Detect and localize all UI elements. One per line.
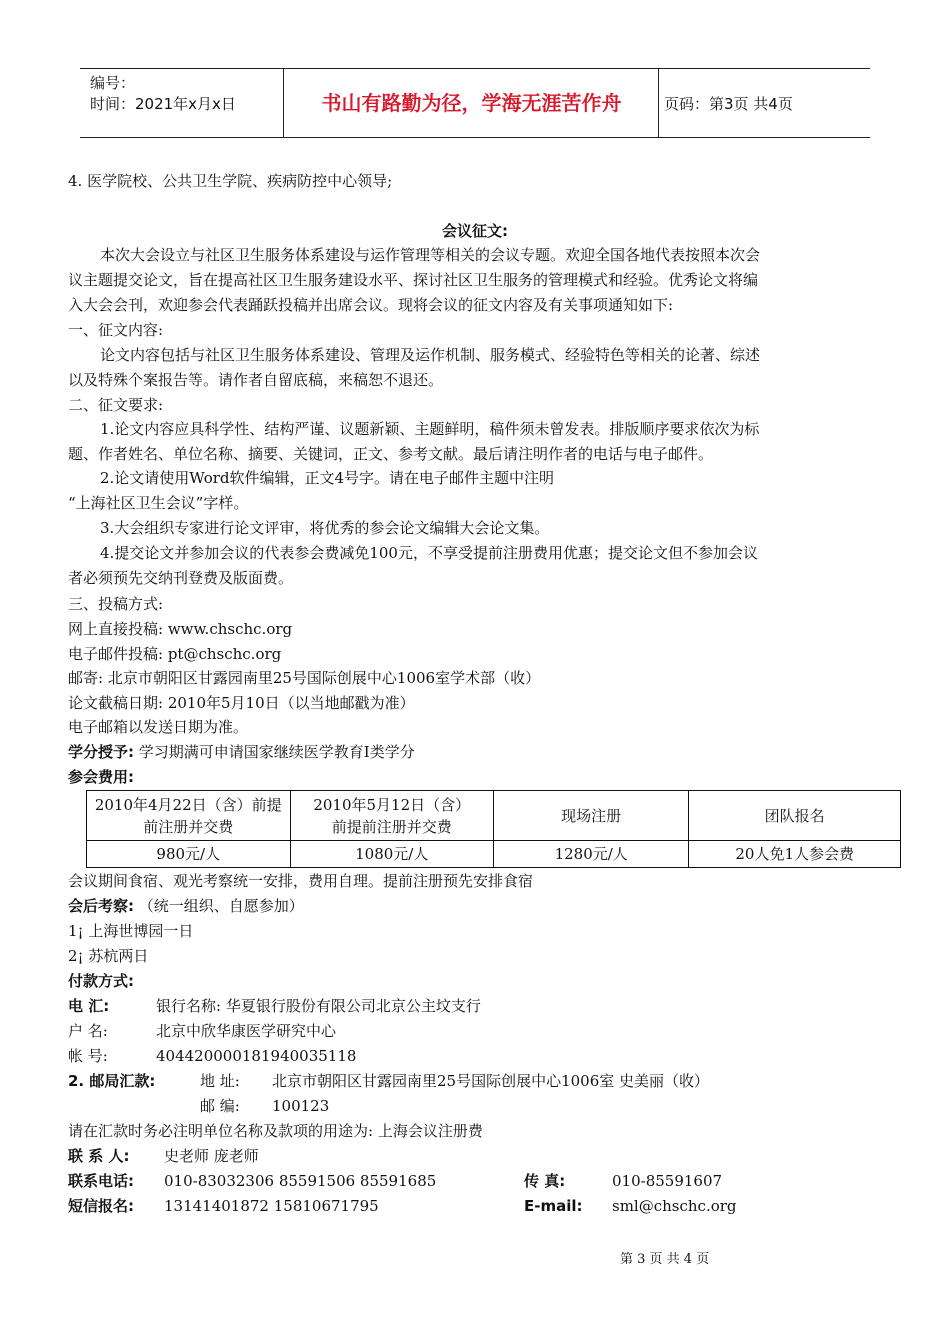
fee-label: 参会费用: <box>68 768 134 786</box>
phone-label: 联系电话: <box>68 1172 134 1190</box>
fax-value: 010-85591607 <box>612 1172 723 1190</box>
header-meta <box>90 73 236 115</box>
payment-label: 付款方式: <box>68 972 134 990</box>
credit-text: 学习期满可申请国家继续医学教育Ⅰ类学分 <box>134 743 415 761</box>
table-row <box>87 791 901 841</box>
account-value: 404420000181940035118 <box>156 1047 357 1065</box>
content-line: 论文内容包括与社区卫生服务体系建设、管理及运作机制、服务模式、经验特色等相关的论著、综述 <box>100 346 761 364</box>
header-divider <box>283 69 284 137</box>
header-page-info: 页码：第3页 共4页 <box>664 95 793 113</box>
cell-line: 现场注册 <box>561 806 622 825</box>
requirement-line: “上海社区卫生会议”字样。 <box>68 494 249 512</box>
section-title: 会议征文: <box>442 222 508 240</box>
header-motto: 书山有路勤为径，学海无涯苦作舟 <box>321 91 622 115</box>
sms-line <box>68 1196 737 1216</box>
table-cell: 20人免1人参会费 <box>689 841 901 868</box>
intro-line: 本次大会设立与社区卫生服务体系建设与运作管理等相关的会议专题。欢迎全国各地代表按照本次会 <box>100 246 761 264</box>
content-line: 以及特殊个案报告等。请作者自留底稿，来稿恕不退还。 <box>68 371 444 389</box>
heading: 三、投稿方式: <box>68 595 164 613</box>
fax-label: 传 真: <box>524 1172 566 1190</box>
header-number: 编号： <box>90 74 136 92</box>
table-row <box>87 841 901 868</box>
holder-line <box>68 1021 336 1041</box>
email-label: E-mail: <box>524 1197 583 1215</box>
holder-label: 户 名: <box>68 1022 108 1040</box>
holder-value: 北京中欣华康医学研究中心 <box>156 1022 337 1040</box>
requirement-line: 3.大会组织专家进行论文评审，将优秀的参会论文编辑大会论文集。 <box>100 519 550 537</box>
deadline: 论文截稿日期: 2010年5月10日（以当地邮戳为准） <box>68 694 415 712</box>
header-divider <box>658 69 659 137</box>
wire-line <box>68 996 481 1016</box>
wire-value: 银行名称: 华夏银行股份有限公司北京公主坟支行 <box>156 997 481 1015</box>
cell-line: 前提前注册并交费 <box>331 817 452 836</box>
table-header-cell <box>689 791 901 841</box>
post-code-line <box>200 1096 329 1116</box>
email-value: sml@chschc.org <box>612 1197 737 1215</box>
intro-line: 入大会会刊，欢迎参会代表踊跃投稿并出席会议。现将会议的征文内容及有关事项通知如下: <box>68 296 674 314</box>
page-footer: 第 3 页 共 4 页 <box>620 1252 710 1267</box>
accommodation-note: 会议期间食宿、观光考察统一安排，费用自理。提前注册预先安排食宿 <box>68 872 534 890</box>
requirement-line: 1.论文内容应具科学性、结构严谨、议题新颖、主题鲜明，稿件须未曾发表。排版顺序要求依次为标 <box>100 420 760 438</box>
remit-note: 请在汇款时务必注明单位名称及款项的用途为: 上海会议注册费 <box>68 1122 483 1140</box>
cell-line: 团队报名 <box>764 806 825 825</box>
account-line <box>68 1046 356 1066</box>
contact-line <box>68 1146 259 1166</box>
requirement-line: 2.论文请使用Word软件编辑，正文4号字。请在电子邮件主题中注明 <box>100 469 555 487</box>
sms-label: 短信报名: <box>68 1197 134 1215</box>
table-cell: 1080元/人 <box>290 841 494 868</box>
requirement-line: 者必须预先交纳刊登费及版面费。 <box>68 569 294 587</box>
intro-line: 议主题提交论文，旨在提高社区卫生服务建设水平、探讨社区卫生服务的管理模式和经验。优秀论文将编 <box>68 271 759 289</box>
cell-line: 前注册并交费 <box>143 817 234 836</box>
post-label: 2. 邮局汇款: <box>68 1072 156 1090</box>
heading: 一、征文内容: <box>68 321 164 339</box>
table-header-cell <box>87 791 291 841</box>
post-code-value: 100123 <box>272 1097 330 1115</box>
header-time: 时间：2021年x月x日 <box>90 95 236 113</box>
post-line <box>68 1071 709 1091</box>
requirement-line: 4.提交论文并参加会议的代表参会费减免100元，不享受提前注册费用优惠；提交论文但不参加会议 <box>100 544 758 562</box>
phone-line <box>68 1171 722 1191</box>
email-note: 电子邮箱以发送日期为准。 <box>68 718 249 736</box>
credit-label: 学分授予: <box>68 743 134 761</box>
table-cell: 980元/人 <box>87 841 291 868</box>
credit-line <box>68 742 415 762</box>
post-addr-label: 地 址: <box>200 1072 240 1090</box>
phone-value: 010-83032306 85591506 85591685 <box>164 1172 437 1190</box>
contact-value: 史老师 庞老师 <box>164 1147 259 1165</box>
tour-item: 1¡ 上海世博园一日 <box>68 922 194 940</box>
tour-note: （统一组织、自愿参加） <box>138 897 304 915</box>
table-header-cell <box>494 791 689 841</box>
contact-label: 联 系 人: <box>68 1147 130 1165</box>
mail-submission: 邮寄: 北京市朝阳区甘露园南里25号国际创展中心1006室学术部（收） <box>68 669 541 687</box>
email-submission: 电子邮件投稿: pt@chschc.org <box>68 645 282 663</box>
post-addr-value: 北京市朝阳区甘露园南里25号国际创展中心1006室 史美丽（收） <box>272 1072 710 1090</box>
requirement-line: 题、作者姓名、单位名称、摘要、关键词，正文、参考文献。最后请注明作者的电话与电子邮件。 <box>68 445 714 463</box>
page-header <box>80 68 870 138</box>
tour-line <box>68 896 304 916</box>
wire-label: 电 汇: <box>68 997 110 1015</box>
table-cell: 1280元/人 <box>494 841 689 868</box>
heading: 二、征文要求: <box>68 396 164 414</box>
fee-table <box>86 790 901 868</box>
table-header-cell <box>290 791 494 841</box>
online-submission: 网上直接投稿: www.chschc.org <box>68 620 293 638</box>
cell-line: 2010年4月22日（含）前提 <box>94 795 282 814</box>
tour-label: 会后考察: <box>68 897 134 915</box>
sms-value: 13141401872 15810671795 <box>164 1197 379 1215</box>
tour-item: 2¡ 苏杭两日 <box>68 947 149 965</box>
post-code-label: 邮 编: <box>200 1097 240 1115</box>
account-label: 帐 号: <box>68 1047 108 1065</box>
list-item: 4. 医学院校、公共卫生学院、疾病防控中心领导; <box>68 172 393 190</box>
cell-line: 2010年5月12日（含） <box>313 795 471 814</box>
